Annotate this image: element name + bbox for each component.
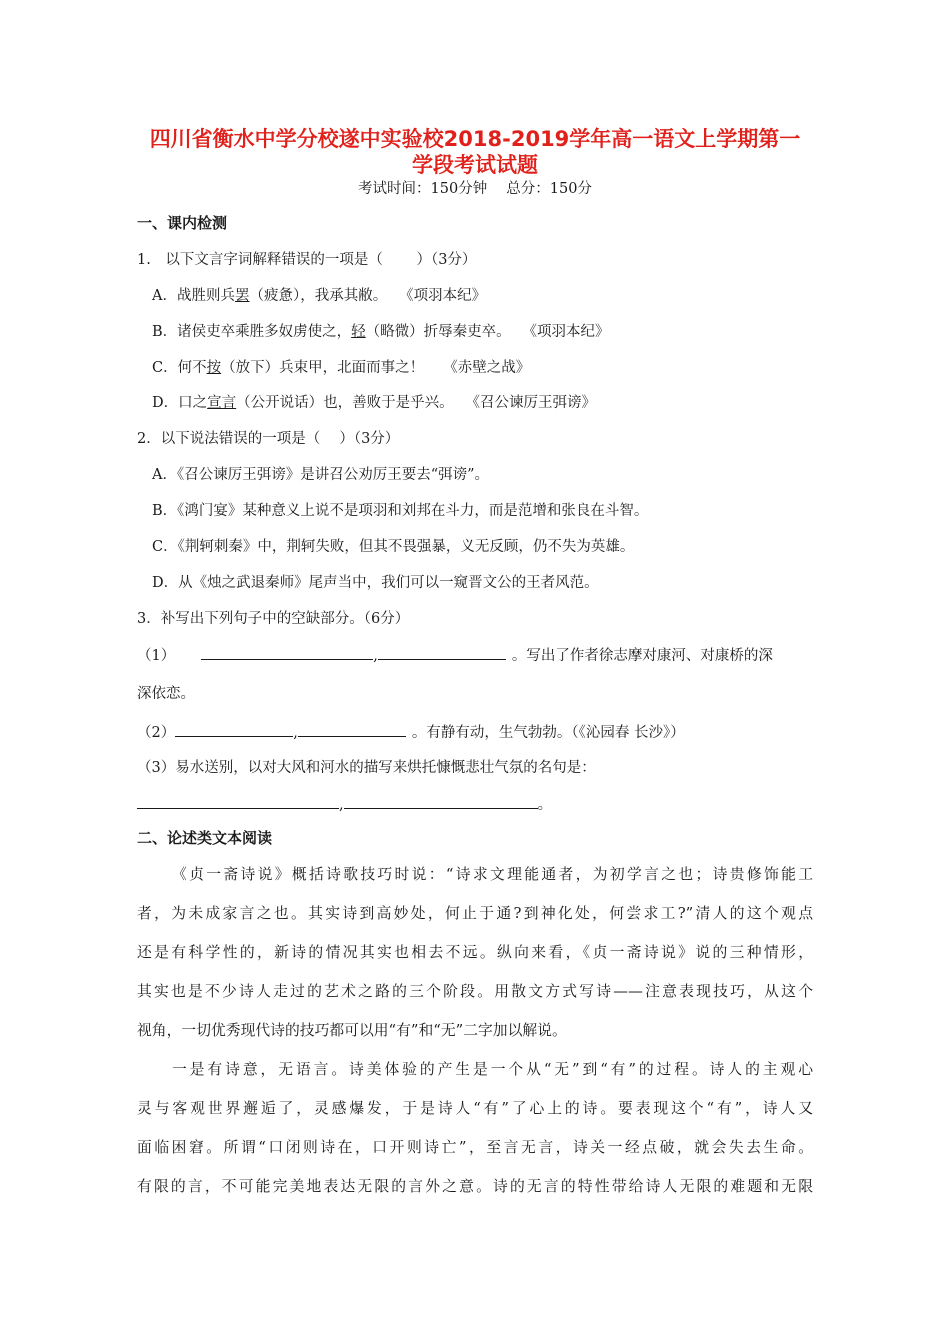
- q1-d-text: D．口之: [152, 395, 208, 411]
- passage-p2-line2: 灵与客观世界邂逅了，灵感爆发，于是诗人“有”了心上的诗。要表现这个“有”，诗人又: [137, 1100, 813, 1117]
- passage-p1-line5: 视角，一切优秀现代诗的技巧都可以用“有”和“无”二字加以解说。: [137, 1022, 567, 1039]
- q2-option-c: C．《荆轲刺秦》中，荆轲失败，但其不畏强暴，义无反顾，仍不失为英雄。: [152, 539, 635, 555]
- q3-s3-period: 。: [537, 797, 553, 813]
- section-heading-1: 一、课内检测: [137, 214, 228, 232]
- q2-option-a: A．《召公谏厉王弭谤》是讲召公劝厉王要去“弭谤”。: [152, 467, 490, 483]
- q1-c-rest: （放下）兵束甲，北面而事之！ 《赤壁之战》: [221, 360, 531, 376]
- q1-b-rest: （略微）折辱秦吏卒。 《项羽本纪》: [365, 324, 610, 340]
- q3-s3-comma: ,: [339, 797, 344, 813]
- q2-option-b: B．《鸿门宴》某种意义上说不是项羽和刘邦在斗力，而是范增和张良在斗智。: [152, 503, 649, 519]
- q3-s2-number: （2）: [137, 725, 176, 741]
- q3-s3-blank-2[interactable]: [344, 792, 538, 809]
- q3-s1-blank-2[interactable]: [378, 643, 506, 660]
- q3-s2-line: [137, 720, 685, 742]
- q3-s3: （3）易水送别，以对大风和河水的描写来烘托慷慨悲壮气氛的名句是：: [137, 760, 596, 776]
- q3-s1-tail: 。写出了作者徐志摩对康河、对康桥的深: [511, 648, 773, 664]
- q1-option-a: [152, 284, 486, 305]
- q1-d-underlined: 宣言: [207, 395, 237, 411]
- passage-p2-line1: 一是有诗意，无语言。诗美体验的产生是一个从“无”到“有”的过程。诗人的主观心: [172, 1061, 813, 1078]
- exam-title-line1: 四川省衡水中学分校遂中实验校2018-2019学年高一语文上学期第一: [149, 127, 801, 151]
- exam-title-line2: 学段考试试题: [412, 153, 538, 177]
- q1-option-d: [152, 391, 596, 412]
- q1-a-underlined: 罢: [234, 288, 250, 304]
- section-heading-2: 二、论述类文本阅读: [137, 829, 273, 847]
- q1-a-text: A．战胜则兵: [152, 288, 235, 304]
- q1-b-underlined: 轻: [351, 324, 366, 340]
- q1-d-rest: （公开说话）也，善败于是乎兴。 《召公谏厉王弭谤》: [236, 395, 596, 411]
- passage-p1-line2: 者，为未成家言之也。其实诗到高妙处，何止于通?到神化处，何尝求工?”清人的这个观点: [137, 905, 813, 922]
- q3-s2-blank-1[interactable]: [175, 720, 293, 737]
- q3-s1-comma: ,: [373, 648, 378, 664]
- passage-p2-line3: 面临困窘。所谓“口闭则诗在，口开则诗亡”，至言无言，诗关一经点破，就会失去生命。: [137, 1139, 813, 1156]
- passage-p1-line3: 还是有科学性的，新诗的情况其实也相去不远。纵向来看，《贞一斋诗说》说的三种情形，: [137, 944, 813, 961]
- q3-s3-blank-1[interactable]: [137, 792, 339, 809]
- q1-b-text: B．诸侯吏卒乘胜多奴虏使之，: [152, 324, 352, 340]
- q3-s3-answer-line: [137, 792, 552, 814]
- q1-option-b: [152, 320, 610, 341]
- passage-p1-line1: 《贞一斋诗说》概括诗歌技巧时说：“诗求文理能通者，为初学言之也；诗贵修饰能工: [172, 866, 813, 883]
- q3-s2-blank-2[interactable]: [298, 720, 406, 737]
- exam-info: 考试时间：150分钟 总分：150分: [358, 181, 592, 197]
- q1-c-text: C．何不: [152, 360, 207, 376]
- q3-stem: 3．补写出下列句子中的空缺部分。（6分）: [137, 611, 410, 627]
- passage-p1-line4: 其实也是不少诗人走过的艺术之路的三个阶段。用散文方式写诗——注意表现技巧，从这个: [137, 983, 813, 1000]
- q1-stem: 1. 以下文言字词解释错误的一项是（ ）（3分）: [137, 252, 477, 268]
- q3-s1-line: [137, 643, 773, 665]
- q3-s2-tail: 。有静有动，生气勃勃。（《沁园春 长沙》）: [411, 725, 685, 741]
- q1-option-c: [152, 356, 530, 377]
- q3-s1-number: （1）: [137, 648, 176, 664]
- q2-stem: 2．以下说法错误的一项是（ ）（3分）: [137, 431, 400, 447]
- q3-s1-continued: 深依恋。: [137, 686, 195, 702]
- q1-a-rest: （疲惫），我承其敝。 《项羽本纪》: [249, 288, 487, 304]
- passage-p2-line4: 有限的言，不可能完美地表达无限的言外之意。诗的无言的特性带给诗人无限的难题和无限: [137, 1178, 813, 1195]
- q3-s1-blank-1[interactable]: [201, 643, 373, 660]
- q3-s2-comma: ,: [293, 725, 298, 741]
- q1-c-underlined: 按: [206, 360, 222, 376]
- q2-option-d: D．从《烛之武退秦师》尾声当中，我们可以一窥晋文公的王者风范。: [152, 575, 599, 591]
